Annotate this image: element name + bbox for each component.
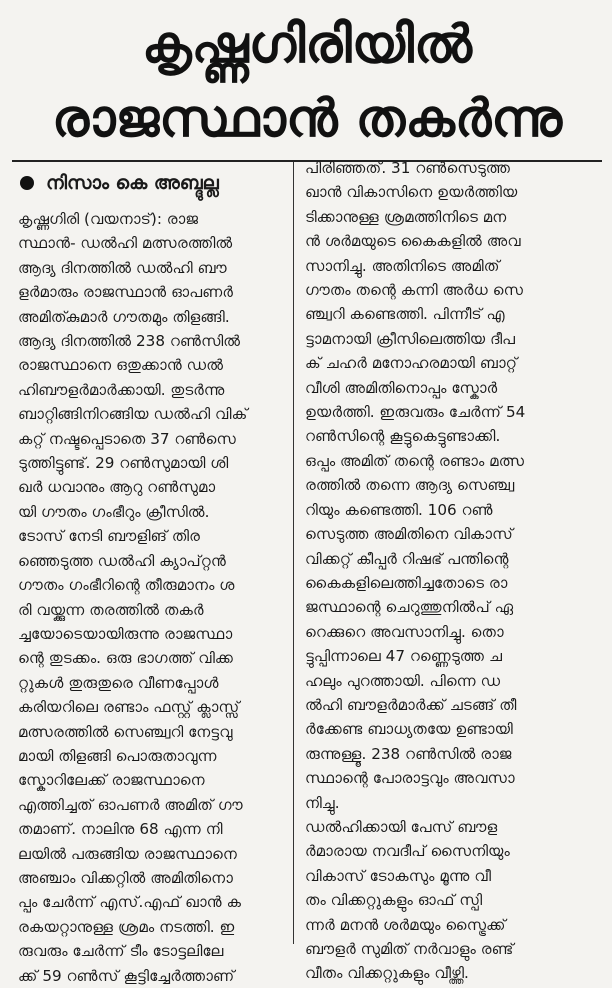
article-line: വികാസ് ടോകസും മൂന്നു വീ	[305, 866, 492, 885]
article-line: വീശി അമിതിനൊപ്പം സ്കോർ	[305, 378, 498, 397]
article-line: ഞ്ഞെടുത്ത ഡൽഹി ക്യാപ്റ്റൻ	[18, 551, 226, 570]
article-line: റൺസിന്റെ കൂട്ടുകെട്ടുണ്ടാക്കി.	[305, 427, 501, 446]
article-line: മത്സരത്തിൽ സെഞ്ച്വറി നേട്ടവു	[18, 722, 233, 741]
article-line: ഗൗതം ഗംഭീറിന്റെ തീരുമാനം ശ	[18, 576, 235, 595]
article-line: പിരിഞ്ഞത്. 31 റൺസെടുത്ത	[305, 159, 511, 177]
article-line: ൻ ശർമയുടെ കൈകളിൽ അവ	[305, 232, 521, 251]
article-line: ഹലും പുറത്തായി. പിന്നെ ഡ	[305, 671, 501, 690]
article-line: ബാറ്റിങ്ങിനിറങ്ങിയ ഡൽഹി വിക്	[18, 405, 248, 424]
article-line: ക്ക് 59 റൺസ് കൂട്ടിച്ചേർത്താണ്	[18, 966, 235, 985]
article-line: ബൗളർ സുമിത് നർവാളും രണ്ട്	[305, 940, 514, 958]
article-line: കറ്റ് നഷ്ടപ്പെടാതെ 37 റൺസെ	[18, 429, 236, 448]
headline	[12, 8, 602, 156]
article-line: നിച്ചു.	[305, 793, 340, 812]
article-line: ർമാരായ നവദീപ് സൈനിയും	[305, 842, 510, 861]
article-line: കൈകളിലെത്തിച്ചതോടെ രാ	[305, 573, 508, 592]
article-line: ലയിൽ പരുങ്ങിയ രാജസ്ഥാനെ	[18, 844, 237, 863]
article-line: അമിത്കുമാർ ഗൗതമും തിളങ്ങി.	[18, 307, 230, 326]
article-line: ന്റെ തുടക്കം. ഒരു ഭാഗത്ത് വിക്ക	[18, 649, 234, 668]
article-line: ഖർ ധവാനും ആറു റൺസുമാ	[18, 478, 216, 497]
article-line: ച്ചയോടെയായിരുന്നു രാജസ്ഥാ	[18, 624, 233, 643]
article-line: സ്ഥാൻ- ഡൽഹി മത്സരത്തിൽ	[18, 234, 233, 253]
article-line: ഖാൻ വികാസിനെ ഉയർത്തിയ	[305, 183, 518, 202]
article-line: ർക്കേണ്ട ബാധ്യതയേ ഉണ്ടായി	[305, 720, 513, 739]
article-line: ക് ചഹർ മനോഹരമായി ബാറ്റ്	[305, 354, 518, 373]
byline-author: നിസാം കെ അബ്ദുല്ല	[46, 172, 219, 194]
article-line: തം വിക്കറ്റുകളും ഓഫ് സ്പി	[305, 891, 483, 910]
article-line: ആദ്യ ദിനത്തിൽ 238 റൺസിൽ	[18, 332, 241, 351]
article-line: അഞ്ചാം വിക്കറ്റിൽ അമിതിനൊ	[18, 868, 233, 887]
article-line: കൃഷ്ണഗിരി (വയനാട്): രാജ	[18, 210, 199, 228]
article-line: രുന്നുള്ളൂ. 238 റൺസിൽ രാജ	[305, 744, 512, 763]
article-column-right	[305, 156, 601, 986]
article-line: ജസ്ഥാന്റെ ചെറുത്തുനിൽപ് ഏ	[305, 598, 514, 617]
bullet-icon	[20, 176, 34, 190]
article-line: ൽഹി ബൗളർമാർക്ക് ചടങ്ങ് തീ	[305, 695, 517, 714]
headline-line-1: കൃഷ്ണഗിരിയിൽ	[142, 15, 472, 75]
article-column-left	[18, 207, 288, 988]
headline-line-2: രാജസ്ഥാൻ തകർന്നു	[51, 89, 563, 149]
article-line: യി ഗൗതം ഗംഭീറും ക്രീസിൽ.	[18, 502, 210, 521]
article-line: സ്കോറിലേക്ക് രാജസ്ഥാനെ	[18, 771, 205, 790]
article-line: ടോസ് നേടി ബൗളിങ് തിര	[18, 527, 200, 546]
article-line: പ്പം ചേർന്ന് എസ്.എഫ് ഖാൻ ക	[18, 893, 242, 912]
article-line: വിക്കറ്റ് കീപ്പർ റിഷഭ് പന്തിന്റെ	[305, 549, 509, 568]
article-line: ളർമാരും രാജസ്ഥാൻ ഓപണർ	[18, 283, 233, 302]
article-line: രുവരും ചേർന്ന് ടീം ടോട്ടലിലേ	[18, 942, 224, 961]
article-line: രത്തിൽ തന്നെ ആദ്യ സെഞ്ച്വ	[305, 476, 515, 495]
article-line: റെക്കുറെ അവസാനിച്ചു. തൊ	[305, 622, 504, 641]
article-line: രകയറ്റാനുള്ള ശ്രമം നടത്തി. ഇ	[18, 917, 235, 936]
article-line: റ്റുകൾ തുരുതുരെ വീണപ്പോൾ	[18, 673, 219, 692]
article-line: കരിയറിലെ രണ്ടാം ഫസ്റ്റ് ക്ലാസ്സ്	[18, 698, 240, 717]
article-line: സാനിച്ചു. അതിനിടെ അമിത്	[305, 256, 500, 275]
byline	[20, 170, 290, 196]
article-line: ഞ്ച്വറി കണ്ടെത്തി. പിന്നീട് എ	[305, 305, 505, 324]
article-line: ഡൽഹിക്കായി പേസ് ബൗള	[305, 817, 498, 836]
article-line: ട്ടുപ്പിന്നാലെ 47 റണ്ണെടുത്ത ച	[305, 647, 503, 666]
column-divider	[293, 162, 294, 944]
article-line: തമാണ്. നാലിനു 68 എന്ന നി	[18, 820, 223, 839]
article-line: സെടുത്ത അമിതിനെ വികാസ്	[305, 525, 513, 544]
article-line: ഒപ്പം അമിത് തന്റെ രണ്ടാം മത്സ	[305, 451, 525, 470]
article-line: മായി തിളങ്ങി പൊരുതാവുന്ന	[18, 746, 217, 765]
article-line: ന്നർ മനൻ ശർമയും സ്ട്രൈക്ക്	[305, 915, 506, 934]
article-line: എത്തിച്ചത് ഓപണർ അമിത് ഗൗ	[18, 795, 243, 814]
article-line: രാജസ്ഥാനെ ഒതുക്കാൻ ഡൽ	[18, 356, 224, 375]
article-line: ഉയർത്തി. ഇരുവരും ചേർന്ന് 54	[305, 403, 526, 422]
article-line: ആദ്യ ദിനത്തിൽ ഡൽഹി ബൗ	[18, 258, 227, 277]
article-line: രി വയ്ക്കുന്ന തരത്തിൽ തകർ	[18, 600, 204, 619]
article-line: ഗൗതം തന്റെ കന്നി അർധ സെ	[305, 281, 524, 300]
article-line: ട്ടാമനായി ക്രീസിലെത്തിയ ദീപ	[305, 329, 516, 348]
article-line: ഹിബൗളർമാർക്കായി. തുടർന്നു	[18, 380, 225, 399]
article-line: സ്ഥാന്റെ പോരാട്ടവും അവസാ	[305, 769, 515, 788]
article-line: റിയും കണ്ടെത്തി. 106 റൺ	[305, 500, 493, 519]
article-line: വീതം വിക്കറ്റുകളും വീഴ്ത്തി.	[305, 964, 469, 983]
article-line: ടിക്കാനുള്ള ശ്രമത്തിനിടെ മന	[305, 207, 507, 226]
article-line: ടുത്തിട്ടുണ്ട്. 29 റൺസുമായി ശി	[18, 454, 229, 473]
